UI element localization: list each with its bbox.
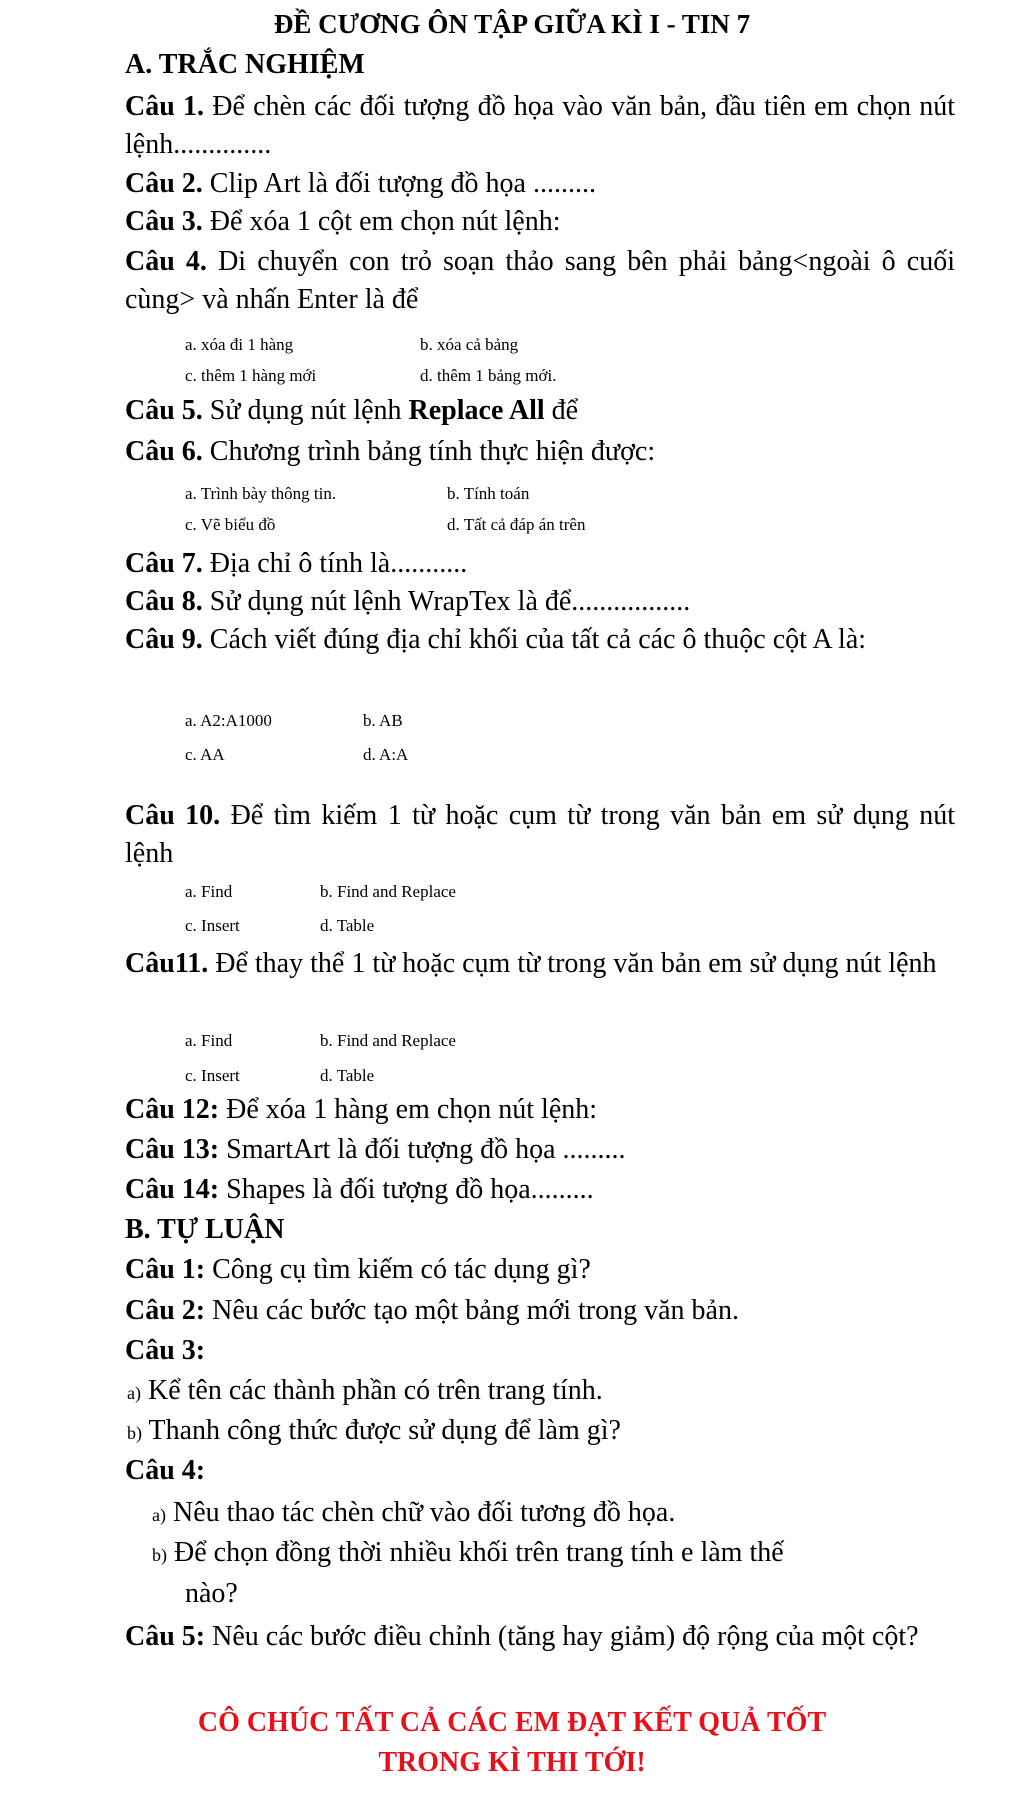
question-text: Cách viết đúng địa chỉ khối của tất cả các ô thuộc cột A là: xyxy=(202,624,867,655)
option-c: c. thêm 1 hàng mới xyxy=(185,366,317,385)
question-text: Chương trình bảng tính thực hiện được: xyxy=(202,436,656,467)
question-7 xyxy=(125,545,955,583)
question-label: Câu 10. xyxy=(125,800,221,831)
option-d: d. thêm 1 bảng mới. xyxy=(420,366,557,385)
question-label: Câu 5. xyxy=(125,395,203,426)
section-b-heading: B. TỰ LUẬN xyxy=(125,1214,285,1245)
option-a: a. xóa đi 1 hàng xyxy=(185,335,294,354)
question-label: Câu 7. xyxy=(125,548,203,579)
question-13 xyxy=(125,1131,955,1169)
option-c: c. Insert xyxy=(185,916,240,935)
option-d: d. Table xyxy=(320,1066,375,1085)
question-label: Câu 4: xyxy=(125,1455,206,1486)
essay-4-part-b-cont: nào? xyxy=(185,1578,238,1609)
question-label: Câu 5: xyxy=(125,1621,206,1652)
part-marker: a) xyxy=(152,1505,166,1525)
part-marker: a) xyxy=(127,1383,141,1403)
part-text: Nêu thao tác chèn chữ vào đối tương đồ họa. xyxy=(165,1497,676,1528)
option-c: c. Vẽ biểu đồ xyxy=(185,515,276,534)
question-label: Câu 6. xyxy=(125,436,203,467)
section-a-heading: A. TRẮC NGHIỆM xyxy=(125,49,365,80)
question-4 xyxy=(125,243,955,319)
question-text: Để xóa 1 hàng em chọn nút lệnh: xyxy=(219,1094,598,1125)
question-label: Câu 1: xyxy=(125,1254,206,1285)
question-text: Nêu các bước điều chỉnh (tăng hay giảm) độ rộng của một cột? xyxy=(205,1621,919,1652)
question-9 xyxy=(125,621,955,659)
question-6 xyxy=(125,433,955,471)
question-label: Câu 3: xyxy=(125,1335,206,1366)
question-3 xyxy=(125,203,955,241)
part-text: Kể tên các thành phần có trên trang tính. xyxy=(140,1375,603,1406)
question-text: Clip Art là đối tượng đồ họa ......... xyxy=(202,168,596,199)
option-b: b. xóa cả bảng xyxy=(420,335,519,354)
essay-3-part-a xyxy=(127,1372,603,1412)
closing-wish-line-2: TRONG KÌ THI TỚI! xyxy=(378,1747,646,1778)
question-label: Câu11. xyxy=(125,948,209,979)
question-label: Câu 9. xyxy=(125,624,203,655)
option-b: b. Find and Replace xyxy=(320,1031,456,1050)
option-b: b. Tính toán xyxy=(447,484,530,503)
essay-4 xyxy=(125,1452,955,1490)
question-text: SmartArt là đối tượng đồ họa ......... xyxy=(219,1134,626,1165)
question-2 xyxy=(125,165,955,203)
question-bold-term: Replace All xyxy=(408,395,545,426)
option-d: d. A:A xyxy=(363,745,409,764)
essay-3-part-b xyxy=(127,1412,621,1452)
question-label: Câu 8. xyxy=(125,586,203,617)
question-text: Địa chỉ ô tính là........... xyxy=(202,548,468,579)
option-d: d. Tất cả đáp án trên xyxy=(447,515,586,534)
essay-1 xyxy=(125,1251,955,1289)
question-text-end: để xyxy=(544,395,579,426)
question-text: Để chèn các đối tượng đồ họa vào văn bản, đầu tiên em chọn nút lệnh.............. xyxy=(125,91,956,160)
question-text: Sử dụng nút lệnh WrapTex là để................. xyxy=(202,586,691,617)
option-b: b. Find and Replace xyxy=(320,882,456,901)
question-text: Shapes là đối tượng đồ họa......... xyxy=(219,1174,594,1205)
question-11 xyxy=(125,945,955,983)
essay-2 xyxy=(125,1292,955,1330)
essay-4-part-b xyxy=(152,1534,784,1574)
question-14 xyxy=(125,1171,955,1209)
option-a: a. Trình bày thông tin. xyxy=(185,484,337,503)
question-label: Câu 2. xyxy=(125,168,203,199)
question-label: Câu 14: xyxy=(125,1174,220,1205)
question-text: Để xóa 1 cột em chọn nút lệnh: xyxy=(202,206,561,237)
part-marker: b) xyxy=(152,1545,167,1565)
question-label: Câu 1. xyxy=(125,91,205,122)
question-label: Câu 3. xyxy=(125,206,203,237)
essay-5 xyxy=(125,1618,955,1656)
part-text: Thanh công thức được sử dụng để làm gì? xyxy=(142,1415,621,1446)
question-8 xyxy=(125,583,955,621)
question-5 xyxy=(125,392,955,430)
question-label: Câu 4. xyxy=(125,246,207,277)
option-a: a. A2:A1000 xyxy=(185,711,272,730)
question-10 xyxy=(125,797,955,873)
option-c: c. AA xyxy=(185,745,225,764)
essay-4-part-a xyxy=(152,1494,675,1534)
question-text: Để tìm kiếm 1 từ hoặc cụm từ trong văn bản em sử dụng nút lệnh xyxy=(125,800,955,869)
document-title: ĐỀ CƯƠNG ÔN TẬP GIỮA KÌ I - TIN 7 xyxy=(273,9,751,39)
question-label: Câu 12: xyxy=(125,1094,220,1125)
option-b: b. AB xyxy=(363,711,403,730)
option-a: a. Find xyxy=(185,1031,233,1050)
option-c: c. Insert xyxy=(185,1066,240,1085)
question-text: Di chuyển con trỏ soạn thảo sang bên phải bảng<ngoài ô cuối cùng> và nhấn Enter là để xyxy=(125,246,956,315)
option-a: a. Find xyxy=(185,882,233,901)
question-label: Câu 2: xyxy=(125,1295,206,1326)
essay-3 xyxy=(125,1332,955,1370)
question-text: Sử dụng nút lệnh xyxy=(202,395,409,426)
question-12 xyxy=(125,1091,955,1129)
question-1 xyxy=(125,88,955,164)
closing-wish-line-1: CÔ CHÚC TẤT CẢ CÁC EM ĐẠT KẾT QUẢ TỐT xyxy=(197,1707,827,1738)
question-text: Nêu các bước tạo một bảng mới trong văn bản. xyxy=(205,1295,739,1326)
question-text: Công cụ tìm kiếm có tác dụng gì? xyxy=(205,1254,591,1285)
question-text: Để thay thể 1 từ hoặc cụm từ trong văn bản em sử dụng nút lệnh xyxy=(208,948,937,979)
question-label: Câu 13: xyxy=(125,1134,220,1165)
option-d: d. Table xyxy=(320,916,375,935)
part-marker: b) xyxy=(127,1423,142,1443)
part-text: Để chọn đồng thời nhiều khối trên trang tính e làm thế xyxy=(167,1537,784,1568)
